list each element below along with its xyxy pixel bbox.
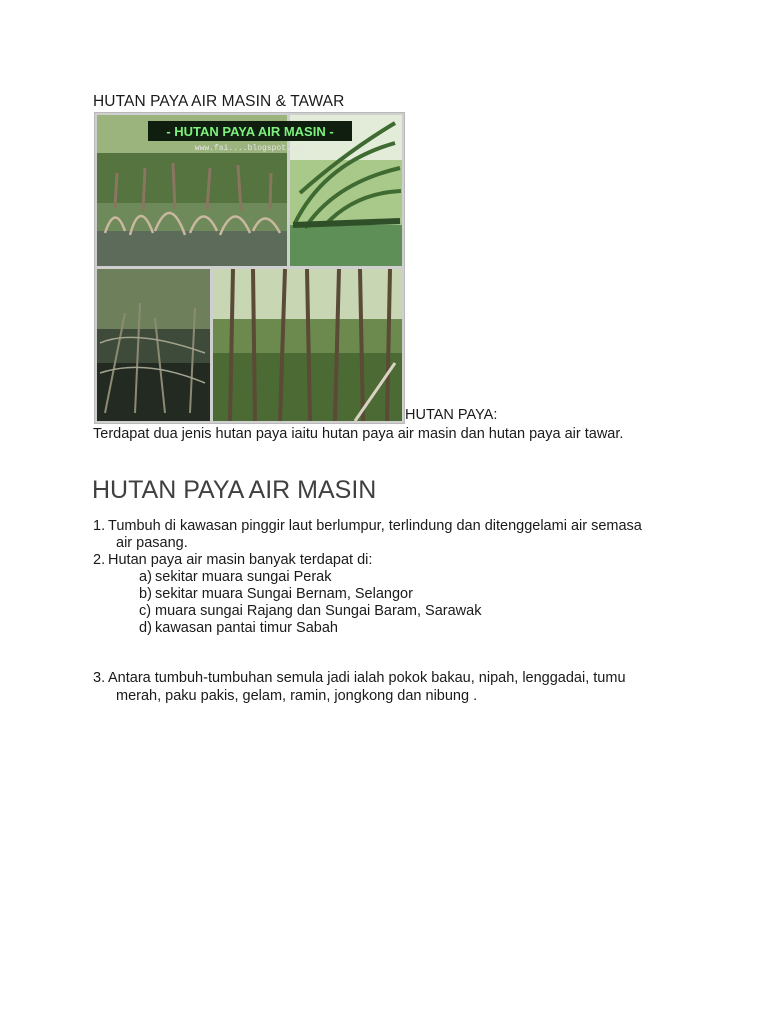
photo-tall-forest [213,269,402,421]
sublist-marker: d) [139,620,152,636]
sublist-text: kawasan pantai timur Sabah [155,620,338,636]
list-number: 3. [93,670,106,686]
photo-dark-swamp [97,269,210,421]
photo-watermark: www.fai....blogspot.com [194,144,306,153]
list-text: Hutan paya air masin banyak terdapat di: [108,552,373,568]
list-number: 1. [93,518,106,534]
mangrove-photo-collage [94,112,405,424]
inline-caption: HUTAN PAYA: [405,407,498,423]
sublist-text: sekitar muara Sungai Bernam, Selangor [155,586,413,602]
list-item-1-continuation: air pasang. [116,535,188,551]
list-text: Antara tumbuh-tumbuhan semula jadi ialah pokok bakau, nipah, lenggadai, tumu [108,670,626,686]
sublist-text: sekitar muara sungai Perak [155,569,332,585]
intro-paragraph: Terdapat dua jenis hutan paya iaitu hutan paya air masin dan hutan paya air tawar. [93,426,624,442]
photo-banner-text: - HUTAN PAYA AIR MASIN - [166,124,334,139]
list-item-3-continuation: merah, paku pakis, gelam, ramin, jongkong dan nibung . [116,688,478,704]
sublist-marker: b) [139,586,152,602]
document-title: HUTAN PAYA AIR MASIN & TAWAR [93,93,345,110]
sublist-marker: a) [139,569,152,585]
section-heading: HUTAN PAYA AIR MASIN [92,476,377,504]
sublist-text: muara sungai Rajang dan Sungai Baram, Sarawak [155,603,482,619]
list-number: 2. [93,552,106,568]
sublist-marker: c) [139,603,152,619]
list-text: Tumbuh di kawasan pinggir laut berlumpur, terlindung dan ditenggelami air semasa [108,518,642,534]
